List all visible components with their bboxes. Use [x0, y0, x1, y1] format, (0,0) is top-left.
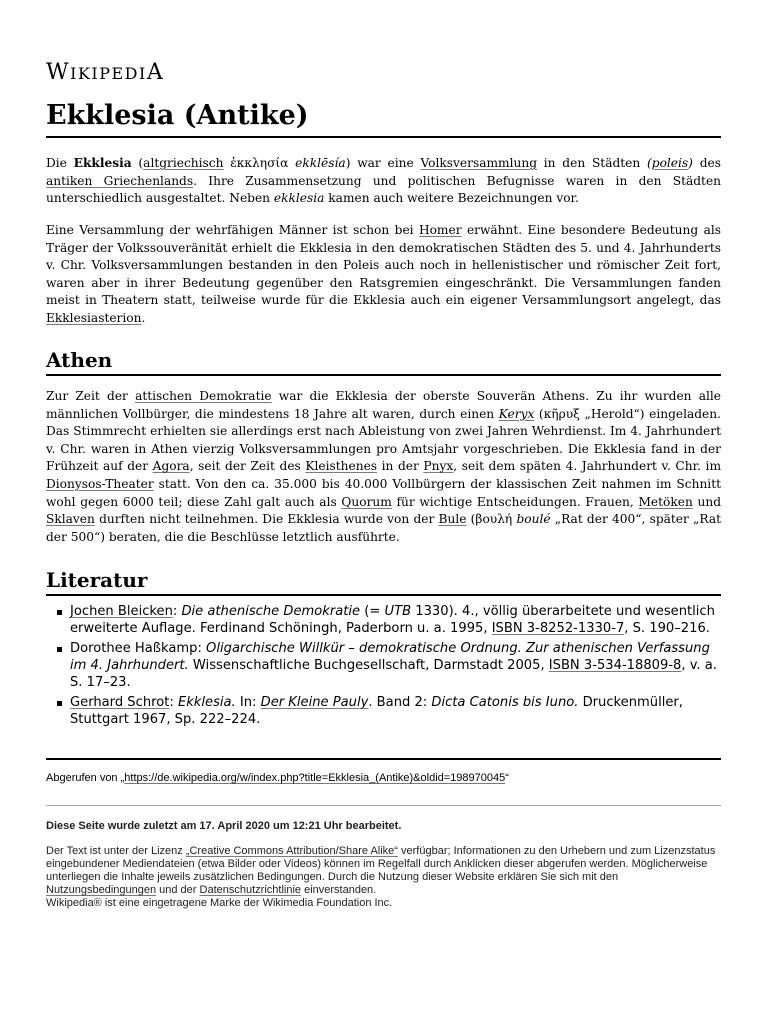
link-permanent-url[interactable]: https://de.wikipedia.org/w/index.php?title=Ekklesia_(Antike)&oldid=198970045	[124, 772, 506, 784]
link-altgriechisch[interactable]: altgriechisch	[143, 156, 224, 170]
intro-paragraph	[46, 155, 721, 208]
transliteration: ekklēsía	[295, 156, 346, 170]
text: Zur Zeit der	[46, 389, 136, 403]
list-item	[70, 694, 721, 728]
text: :	[172, 604, 182, 619]
license-text	[46, 845, 721, 897]
section-heading-literatur: Literatur	[46, 566, 721, 596]
text: ) war eine	[345, 156, 421, 170]
link-der-kleine-pauly[interactable]: Der Kleine Pauly	[260, 695, 369, 710]
text: verfügbar; Informationen zu den Urhebern und zum Lizenzstatus eingebundener Mediendateien (etwa Bilder oder Videos) können im Regelfall durch Anklicken dieser abgerufen werden. Möglicherweise unterliegen die Inhalte jeweils zusätzlichen Bedingungen. Durch die Nutzung dieser Website erklären Sie sich mit den	[46, 845, 716, 883]
author-name: Dorothee Haßkamp	[70, 641, 198, 656]
link-isbn[interactable]: ISBN 3-534-18809-8	[548, 658, 682, 673]
text: (	[647, 156, 652, 170]
text: (βουλή	[466, 512, 517, 527]
text: :	[169, 695, 178, 710]
link-sklaven[interactable]: Sklaven	[46, 512, 95, 527]
term-italic: ekklesia	[273, 191, 325, 206]
athen-paragraph	[46, 388, 721, 546]
link-author[interactable]: Gerhard Schrot	[70, 695, 170, 710]
link-metoeken[interactable]: Metöken	[638, 494, 693, 509]
article-title: Ekklesia.	[177, 695, 236, 710]
wordmark-final: A	[146, 60, 165, 85]
text: Eine Versammlung der wehrfähigen Männer ist schon bei	[46, 223, 419, 237]
text: 1330). 4., völlig überarbeitete und wesentlich erweiterte Auflage. Ferdinand Schöningh, Paderborn u. a. 1995,	[70, 604, 715, 636]
text: und der	[156, 884, 200, 896]
text: war die Ekklesia der oberste Souverän Athens. Zu ihr wurden alle männlichen Vollbürger, die mindestens 18 Jahre alt waren, durch einen	[46, 389, 721, 421]
text: , v. a. S. 17–23.	[70, 658, 717, 690]
text: Druckenmüller, Stuttgart 1967, Sp. 222–224.	[70, 695, 683, 727]
text: , seit dem späten 4. Jahrhundert v. Chr. im	[453, 459, 722, 474]
text: “	[505, 772, 509, 784]
link-bule[interactable]: Bule	[438, 512, 467, 527]
text: .	[141, 310, 146, 325]
text: , seit der Zeit des	[189, 459, 306, 474]
text: . Band 2:	[368, 695, 432, 710]
text: kamen auch weitere Bezeichnungen vor.	[324, 191, 579, 206]
text: . Ihre Zusammensetzung und politischen Befugnisse waren in den Städten unterschiedlich ausgestaltet. Neben	[46, 173, 721, 206]
text: , S. 190–216.	[624, 621, 710, 636]
link-kleisthenes[interactable]: Kleisthenes	[305, 459, 378, 474]
link-antiken-griechenlands[interactable]: antiken Griechenlands	[46, 173, 194, 188]
wikipedia-wordmark[interactable]	[46, 60, 164, 85]
text: „Rat der 400“, später „Rat der 500“) beraten, die die Beschlüsse letztlich ausführte.	[46, 512, 721, 544]
text: In:	[235, 695, 261, 710]
link-volksversammlung[interactable]: Volksversammlung	[420, 156, 537, 170]
link-poleis[interactable]: poleis	[651, 156, 689, 170]
text: :	[197, 641, 207, 656]
text: (κῆρυξ „Herold“) eingeladen. Das Stimmrecht erhielten sie allerdings erst nach Ableistung von zwei Jahren Wehrdienst. Im 4. Jahrhundert v. Chr. waren in Athen vierzig Volksversammlungen pro Amtsjahr vorgeschrieben. Die Ekklesia fand in der Frühzeit auf der	[46, 406, 721, 474]
text: (=	[360, 604, 385, 619]
term-italic: boulé	[516, 512, 551, 527]
footer-divider-thin	[46, 805, 721, 806]
text: in den Städten	[537, 156, 647, 170]
text: durften nicht teilnehmen. Die Ekklesia wurde von der	[94, 512, 439, 527]
link-cc-license[interactable]: „Creative Commons Attribution/Share Alike“	[185, 845, 398, 857]
section-heading-athen: Athen	[46, 346, 721, 376]
wordmark-initial: W	[46, 60, 71, 85]
link-pnyx[interactable]: Pnyx	[423, 459, 454, 474]
text: )	[688, 156, 693, 170]
greek-term: ἐκκλησία	[223, 156, 296, 170]
link-homer[interactable]: Homer	[418, 223, 462, 237]
volume-title: Dicta Catonis bis Iuno.	[431, 695, 579, 710]
link-isbn[interactable]: ISBN 3-8252-1330-7	[491, 621, 625, 636]
list-item	[70, 640, 721, 691]
link-author[interactable]: Jochen Bleicken	[70, 604, 173, 619]
retrieved-from	[46, 772, 721, 784]
list-item	[70, 603, 721, 637]
text: und	[692, 494, 721, 509]
text: Der Text ist unter der Lizenz	[46, 845, 186, 857]
series-title: UTB	[384, 604, 412, 619]
link-attische-demokratie[interactable]: attischen Demokratie	[135, 389, 272, 403]
text: Die	[46, 156, 74, 170]
link-nutzungsbedingungen[interactable]: Nutzungsbedingungen	[46, 884, 157, 896]
link-agora[interactable]: Agora	[152, 459, 190, 474]
wordmark-middle: IKIPEDI	[70, 64, 147, 83]
license-notice	[46, 845, 721, 910]
text: erwähnt. Eine besondere Bedeutung als Träger der Volkssouveränität erhielt die Ekklesia in den demokratischen Städten des 5. und 4. Jahrhunderts v. Chr. Volksversammlungen bestanden in den Poleis auch noch in hellenistischer und römischer Zeit fort, waren aber in ihrer Bedeutung gegenüber den Ratsgremien eingeschränkt. Die Versammlungen fanden meist in Theatern statt, teilweise wurde für die Ekklesia auch ein eigener Versammlungsort angelegt, das	[46, 223, 721, 308]
link-dionysos-theater[interactable]: Dionysos-Theater	[46, 476, 154, 491]
link-ekklesiasterion[interactable]: Ekklesiasterion	[46, 310, 142, 325]
lemma-bold: Ekklesia	[73, 156, 132, 170]
text: einverstanden.	[301, 884, 377, 896]
literature-list	[56, 603, 721, 731]
link-keryx[interactable]: Keryx	[498, 406, 535, 421]
link-datenschutzrichtlinie[interactable]: Datenschutzrichtlinie	[199, 884, 302, 896]
text: Wissenschaftliche Buchgesellschaft, Darmstadt 2005,	[188, 658, 549, 673]
trademark-notice: Wikipedia® ist eine eingetragene Marke der Wikimedia Foundation Inc.	[46, 897, 393, 909]
footer-divider	[46, 758, 721, 760]
text: des	[692, 156, 721, 170]
text: (	[131, 156, 144, 170]
text: Abgerufen von „	[46, 772, 125, 784]
text: statt. Von den ca. 35.000 bis 40.000 Vollbürgern der klassischen Zeit nahmen im Schnitt wohl gegen 6000 teil; diese Zahl galt auch als	[46, 476, 721, 509]
text: für wichtige Entscheidungen. Frauen,	[391, 494, 639, 509]
page-title: Ekklesia (Antike)	[46, 96, 721, 138]
second-paragraph	[46, 222, 721, 328]
link-quorum[interactable]: Quorum	[341, 494, 392, 509]
last-modified: Diese Seite wurde zuletzt am 17. April 2020 um 12:21 Uhr bearbeitet.	[46, 820, 402, 832]
text: in der	[377, 459, 424, 474]
book-title: Die athenische Demokratie	[181, 604, 361, 619]
book-title: Oligarchische Willkür – demokratische Ordnung. Zur athenischen Verfassung im 4. Jahrhundert.	[70, 641, 710, 673]
